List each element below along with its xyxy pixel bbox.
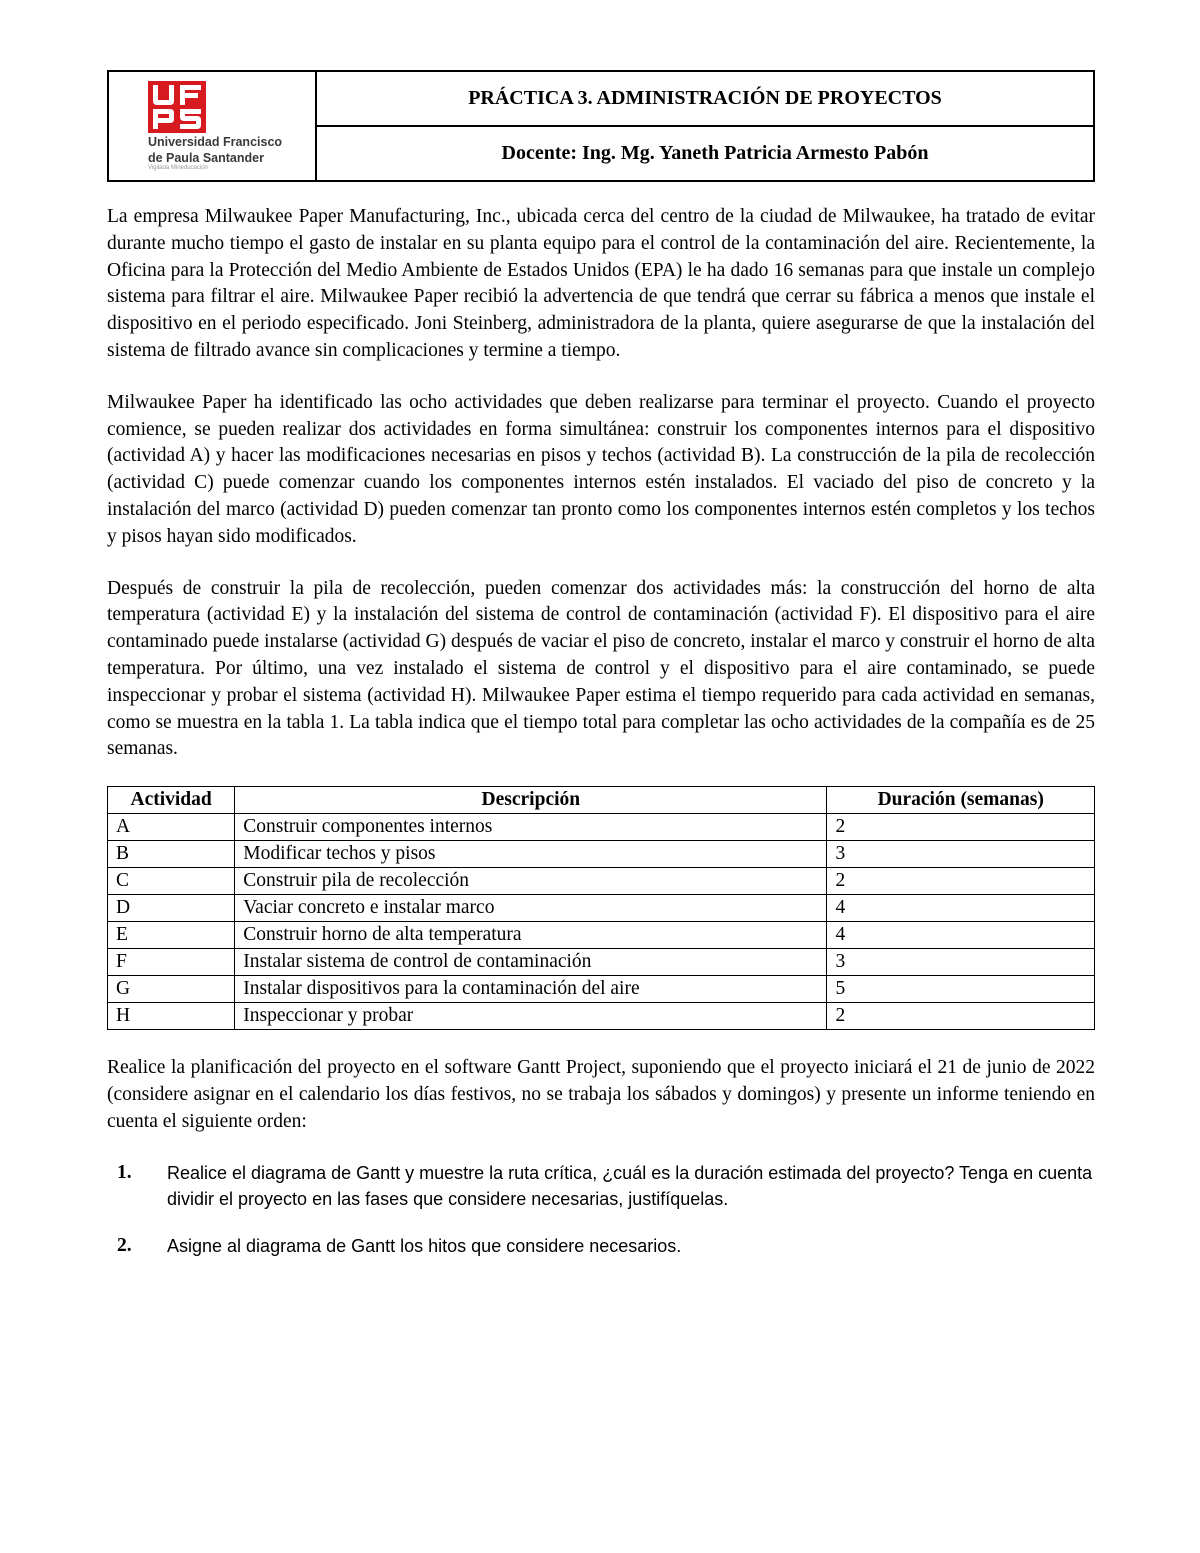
list-item-number: 2. bbox=[117, 1235, 132, 1257]
header-text-cell bbox=[317, 72, 1093, 180]
paragraph-intro: La empresa Milwaukee Paper Manufacturing, Inc., ubicada cerca del centro de la ciudad de Milwaukee, ha tratado de evitar durante mucho tiempo el gasto de instalar en su planta equipo para el control de la contaminación del aire. Recientemente, la Oficina para la Protección del Medio Ambiente de Estados Unidos (EPA) le ha dado 16 semanas para que instale un complejo sistema para filtrar el aire. Milwaukee Paper recibió la advertencia de que tendrá que cerrar su fábrica a menos que instale el dispositivo en el periodo especificado. Joni Steinberg, administradora de la planta, quiere asegurarse de que la instalación del sistema de filtrado avance sin complicaciones y termine a tiempo. bbox=[107, 206, 1095, 361]
cell-duration: 4 bbox=[827, 922, 1095, 949]
cell-description: Construir horno de alta temperatura bbox=[235, 922, 827, 949]
logo-university-name-line2: de Paula Santander bbox=[147, 150, 264, 165]
logo-cell bbox=[109, 72, 317, 180]
cell-description: Modificar techos y pisos bbox=[235, 841, 827, 868]
document-header bbox=[107, 70, 1095, 182]
document-page bbox=[107, 70, 1095, 1280]
table-header-row bbox=[108, 787, 1095, 814]
cell-activity: G bbox=[108, 976, 235, 1003]
table-row bbox=[108, 976, 1095, 1003]
cell-description: Instalar sistema de control de contaminación bbox=[235, 949, 827, 976]
cell-description: Instalar dispositivos para la contaminación del aire bbox=[235, 976, 827, 1003]
cell-duration: 2 bbox=[827, 1003, 1095, 1030]
document-title: PRÁCTICA 3. ADMINISTRACIÓN DE PROYECTOS bbox=[317, 72, 1093, 127]
cell-description: Construir componentes internos bbox=[235, 814, 827, 841]
cell-description: Construir pila de recolección bbox=[235, 868, 827, 895]
activities-table bbox=[107, 786, 1095, 1030]
cell-duration: 3 bbox=[827, 841, 1095, 868]
cell-activity: A bbox=[108, 814, 235, 841]
table-row bbox=[108, 868, 1095, 895]
cell-activity: C bbox=[108, 868, 235, 895]
list-item-text: Asigne al diagrama de Gantt los hitos que considere necesarios. bbox=[167, 1236, 682, 1257]
list-item-number: 1. bbox=[117, 1161, 132, 1183]
task-list bbox=[107, 1160, 1095, 1260]
table-row bbox=[108, 814, 1095, 841]
list-item bbox=[107, 1160, 1095, 1214]
list-item-text: Realice el diagrama de Gantt y muestre la ruta crítica, ¿cuál es la duración estimada del proyecto? Tenga en cuenta dividir el proyecto en las fases que considere necesarias, justifíquelas. bbox=[167, 1162, 1093, 1210]
logo-university-name: Universidad Francisco bbox=[147, 134, 283, 149]
teacher-name: Docente: Ing. Mg. Yaneth Patricia Armesto Pabón bbox=[501, 142, 929, 164]
ufps-logo-mark bbox=[148, 81, 206, 133]
cell-activity: D bbox=[108, 895, 235, 922]
cell-activity: B bbox=[108, 841, 235, 868]
column-header-duration: Duración (semanas) bbox=[827, 787, 1095, 814]
paragraph-activities: Milwaukee Paper ha identificado las ocho actividades que deben realizarse para terminar el proyecto. Cuando el proyecto comience, se pueden realizar dos actividades en forma simultánea: construir los componentes internos para el dispositivo (actividad A) y hacer las modificaciones necesarias en pisos y techos (actividad B). La construcción de la pila de recolección (actividad C) puede comenzar cuando los componentes internos estén instalados. El vaciado del piso de concreto y la instalación del marco (actividad D) pueden comenzar tan pronto como los componentes internos estén completos y los techos y pisos hayan sido modificados. bbox=[107, 391, 1095, 547]
logo-tagline: Vigilada Mineducación bbox=[147, 164, 208, 171]
column-header-description: Descripción bbox=[235, 787, 827, 814]
cell-description: Vaciar concreto e instalar marco bbox=[235, 895, 827, 922]
paragraph-instructions: Realice la planificación del proyecto en el software Gantt Project, suponiendo que el proyecto iniciará el 21 de junio de 2022 (considere asignar en el calendario los días festivos, no se trabaja los sábados y domingos) y presente un informe teniendo en cuenta el siguiente orden: bbox=[107, 1057, 1095, 1132]
list-item bbox=[107, 1233, 1095, 1260]
paragraph-dependencies: Después de construir la pila de recolección, pueden comenzar dos actividades más: la construcción del horno de alta temperatura (actividad E) y la instalación del sistema de control de contaminación (actividad F). El dispositivo para el aire contaminado puede instalarse (actividad G) después de vaciar el piso de concreto, instalar el marco y construir el horno de alta temperatura. Por último, una vez instalado el sistema de control y el dispositivo para el aire contaminado, se puede inspeccionar y probar el sistema (actividad H). Milwaukee Paper estima el tiempo requerido para cada actividad en semanas, como se muestra en la tabla 1. La tabla indica que el tiempo total para completar las ocho actividades de la compañía es de 25 semanas. bbox=[107, 577, 1095, 760]
university-logo bbox=[142, 81, 282, 172]
cell-activity: E bbox=[108, 922, 235, 949]
cell-duration: 2 bbox=[827, 814, 1095, 841]
table-row bbox=[108, 841, 1095, 868]
cell-duration: 4 bbox=[827, 895, 1095, 922]
cell-duration: 2 bbox=[827, 868, 1095, 895]
table-row bbox=[108, 895, 1095, 922]
table-row bbox=[108, 922, 1095, 949]
column-header-activity: Actividad bbox=[108, 787, 235, 814]
cell-activity: H bbox=[108, 1003, 235, 1030]
cell-duration: 5 bbox=[827, 976, 1095, 1003]
cell-duration: 3 bbox=[827, 949, 1095, 976]
cell-description: Inspeccionar y probar bbox=[235, 1003, 827, 1030]
cell-activity: F bbox=[108, 949, 235, 976]
table-row bbox=[108, 949, 1095, 976]
table-row bbox=[108, 1003, 1095, 1030]
